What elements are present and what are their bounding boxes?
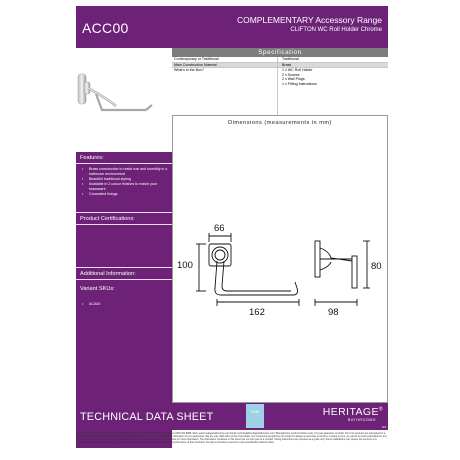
guarantee-badge: [246, 404, 264, 428]
spec-value: 1 x WC Roll Holder 2 x Screws 2 x Wall Plugs 1 x Fitting Instructions: [282, 68, 317, 86]
roll-holder-image: [76, 48, 172, 152]
product-photo: [76, 48, 172, 152]
cert-rule-top: [76, 212, 172, 213]
feature-item: • Beautiful traditional styling: [82, 177, 170, 182]
dim-80-label: 80: [371, 261, 382, 272]
badge-text: YEAR: [250, 410, 260, 414]
feature-item: • Brass construction to resist rust and humidity in a bathroom environment: [82, 167, 170, 177]
spec-value: Traditional: [282, 57, 299, 61]
variant-title: Variant SKUs:: [80, 286, 115, 292]
brand-name: HERITAGE: [322, 406, 379, 418]
brand-reg: ®: [378, 406, 383, 413]
fine-print: Heritage Bathrooms, Bc10 Cygnet Business Park, Dursley Hereward Ht 8DE TTC. Telephone 0330 024 8989. Web: www.heritagebathrooms.com Email: technical@heritagebathrooms.com *Manufacturer product finishes carry a 5 year guarantee on finish. All of our products are warranted for a period from purchase. Most include both parts and labour. Please see the website for more information on our guarantees that are only valid with a proof of purchase. Our continuous programme for product is always an accurate at the time of going to print, we cannot be held responsible for any errors. We reserve the right to change specifications without notice. Please refer to our website for more information. The information contained in this sheet can not form part of a contract. Fitting instructions are provided as a guide only. Some installations may require the services of a professional. Heritage Bathrooms pursue a policy of continuous improvement in design and performance of their products; the right is therefore reserved to vary specification without notice.: [76, 432, 387, 445]
dimensions-panel: [172, 115, 388, 403]
features-title: Features:: [80, 155, 104, 161]
header-bar: [76, 6, 388, 48]
features-list: [82, 167, 170, 196]
certifications-title: Product Certifications:: [80, 216, 135, 222]
additional-rule-top: [76, 267, 172, 268]
brand-subtitle: BATHROOMS: [347, 418, 376, 422]
variant-list: [82, 302, 170, 307]
specification-table: [172, 48, 388, 116]
spec-key: Contemporary or Traditional: [172, 57, 278, 62]
dim-162-label: 162: [249, 307, 265, 318]
dim-100-label: 100: [177, 260, 193, 271]
page-code: D3: [382, 425, 386, 429]
spec-row: [172, 68, 388, 116]
cert-rule: [76, 224, 172, 225]
variant-sku: • ACA00: [82, 302, 170, 307]
dimension-drawing: [173, 116, 389, 404]
product-name: CLIFTON WC Roll Holder Chrome: [290, 27, 382, 33]
spec-key: What's in the Box?: [172, 68, 278, 115]
footer-bar: [76, 403, 388, 430]
dimensions-title: Dimensions (measurements in mm): [228, 120, 332, 126]
left-column: [76, 48, 172, 403]
spec-key: Main Construction Material: [172, 63, 278, 68]
dim-98-label: 98: [328, 307, 339, 318]
dim-66-label: 66: [214, 223, 225, 234]
feature-item: • Concealed fixings: [82, 192, 170, 197]
brand-logo: [323, 406, 383, 418]
features-rule: [76, 163, 172, 164]
spec-value: Brass: [282, 62, 292, 67]
technical-data-sheet-title: TECHNICAL DATA SHEET: [80, 411, 214, 423]
additional-title: Additional Information:: [80, 271, 136, 277]
product-code: ACC00: [82, 20, 129, 36]
range-title: COMPLEMENTARY Accessory Range: [236, 15, 382, 25]
specification-title: Specification: [172, 48, 388, 57]
additional-rule: [76, 279, 172, 280]
feature-item: • Available in 2 colour finishes to match your brassware: [82, 182, 170, 192]
